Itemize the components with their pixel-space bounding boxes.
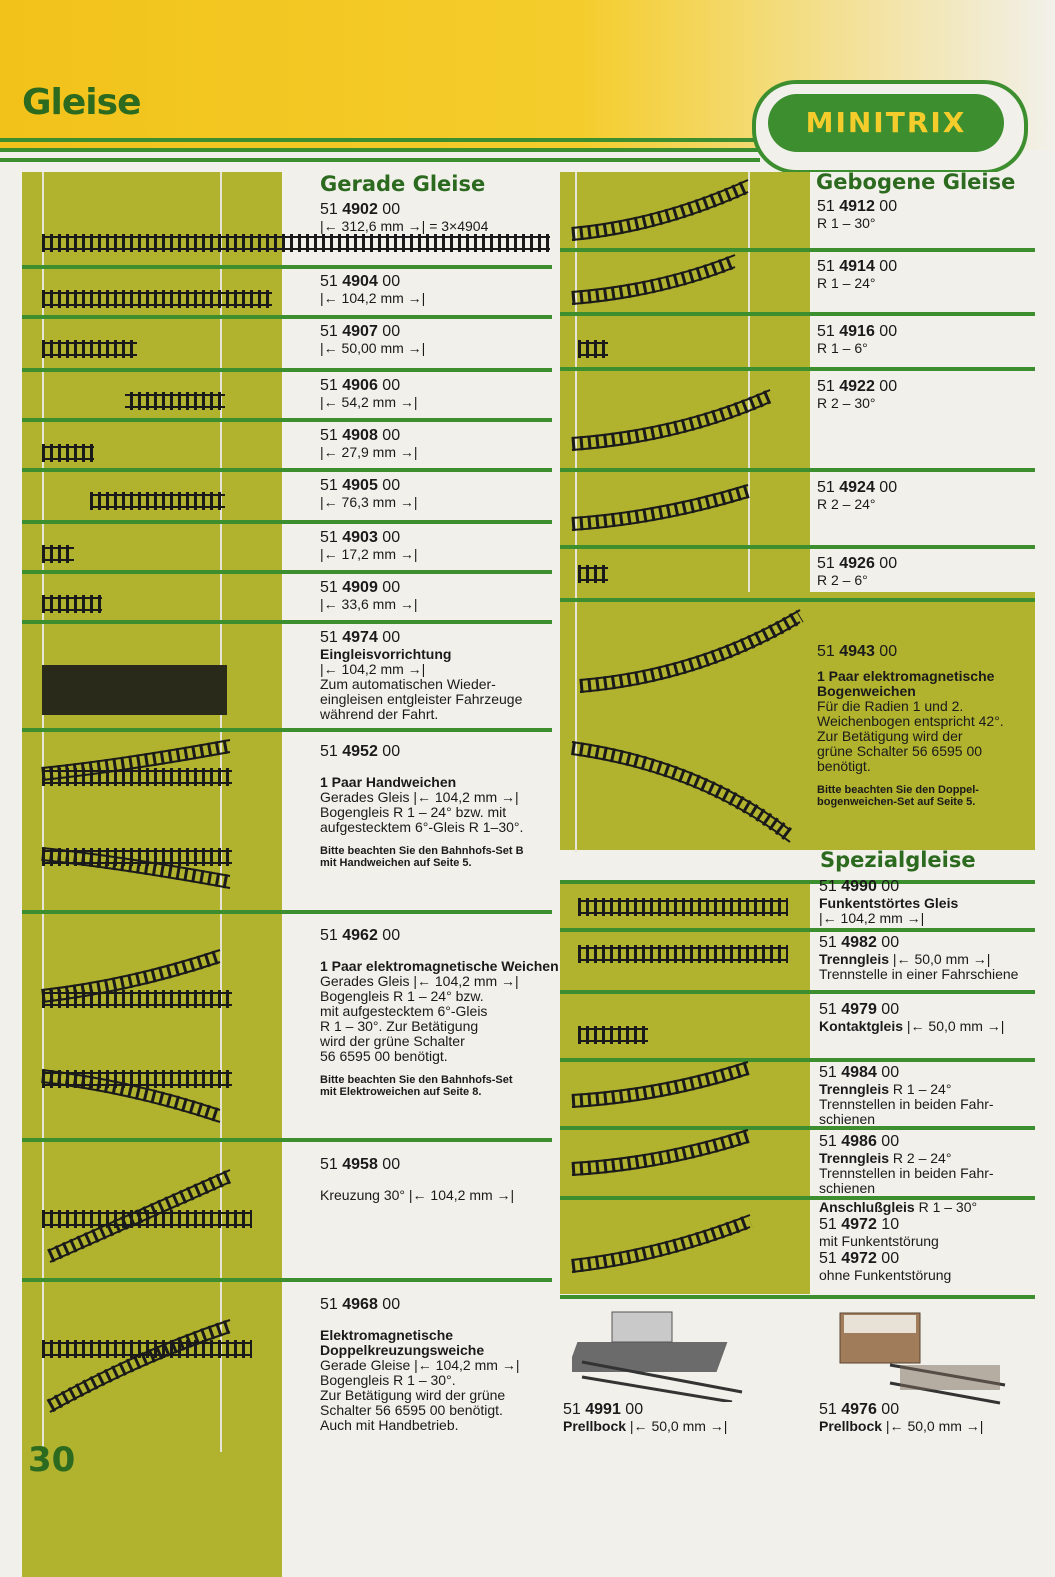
item-number-prefix: 51	[819, 1133, 842, 1150]
item-title	[819, 1082, 1044, 1097]
item-line: |← 50,00 mm →|	[320, 340, 426, 356]
item-line: R 1 – 30°. Zur Betätigung	[320, 1018, 479, 1034]
item-line: Trennstellen in beiden Fahr-	[819, 1165, 994, 1181]
item-number-prefix: 51	[320, 273, 343, 290]
track-4943-b	[572, 748, 790, 836]
item-title-bold: Elektromagnetische Doppelkreuzungsweiche	[320, 1327, 485, 1358]
item-number	[320, 528, 560, 547]
left-entry-4	[320, 426, 560, 460]
item-note-line: bogenweichen-Set auf Seite 5.	[817, 796, 976, 808]
item-number-prefix: 51	[817, 258, 840, 275]
left-entry-11	[320, 1155, 560, 1203]
item-note-line: Bitte beachten Sie den Doppel-	[817, 784, 979, 796]
left-entry-3	[320, 376, 560, 410]
item-line: wird der grüne Schalter	[320, 1033, 465, 1049]
heading-special: Spezialgleise	[820, 848, 976, 872]
item-number-code: 4958	[342, 1156, 378, 1173]
item-line: ohne Funkentstörung	[819, 1267, 952, 1283]
item-number-suffix: 00	[377, 743, 401, 760]
item-title-bold: Trenngleis	[819, 951, 890, 967]
item-number-prefix: 51	[320, 743, 343, 760]
item-title-extra: R 1 – 24°	[889, 1081, 952, 1097]
item-line: Zur Betätigung wird der grüne	[320, 1387, 506, 1403]
item-number-code: 4912	[839, 198, 875, 215]
item-number-code: 4979	[841, 1001, 877, 1018]
item-number-prefix: 51	[819, 934, 842, 951]
item-line: R 2 – 24°	[817, 496, 876, 512]
item-title-bold: Eingleisvorrichtung	[320, 646, 452, 662]
item-line: Schalter 56 6595 00 benötigt.	[320, 1402, 503, 1418]
item-number-code: 4986	[841, 1133, 877, 1150]
page-number: 30	[28, 1440, 76, 1480]
item-number-prefix: 51	[817, 555, 840, 572]
item-number-code: 4943	[839, 643, 875, 660]
item-line: Auch mit Handbetrieb.	[320, 1417, 459, 1433]
item-number-prefix: 51	[819, 1064, 842, 1081]
item-number-suffix: 00	[874, 258, 898, 275]
item-line: aufgestecktem 6°-Gleis R 1–30°.	[320, 819, 524, 835]
item-note-line: Bitte beachten Sie den Bahnhofs-Set	[320, 1074, 513, 1086]
item-line: |← 104,2 mm →|	[320, 661, 426, 677]
item-number-suffix: 00	[620, 1401, 644, 1418]
item-line: 56 6595 00 benötigt.	[320, 1048, 448, 1064]
item-line: R 1 – 24°	[817, 275, 876, 291]
left-entry-0	[320, 200, 560, 234]
bumper-entry-0	[563, 1400, 793, 1434]
item-line: Trennstelle in einer Fahrschiene	[819, 966, 1019, 982]
item-title-bold: Trenngleis	[819, 1081, 890, 1097]
item-title-bold: Prellbock	[563, 1418, 627, 1434]
item-title-bold: Prellbock	[819, 1418, 883, 1434]
item-line: während der Fahrt.	[320, 706, 439, 722]
item-number	[320, 742, 560, 761]
item-number-suffix: 00	[876, 934, 900, 951]
item-number-prefix: 51	[320, 1296, 343, 1313]
item-line: R 1 – 6°	[817, 340, 868, 356]
item-number-suffix: 00	[377, 273, 401, 290]
item-number-suffix: 10	[876, 1216, 900, 1233]
bumper-photo-right	[830, 1305, 1010, 1405]
item-title-extra: |← 50,0 mm →|	[882, 1418, 984, 1434]
curved-entry-4	[817, 478, 1032, 512]
item-number	[817, 377, 1032, 396]
item-number	[819, 877, 1044, 896]
item-title	[819, 952, 1044, 967]
item-number	[320, 1295, 560, 1314]
left-entry-12	[320, 1295, 560, 1433]
heading-straight: Gerade Gleise	[320, 172, 486, 196]
curved-entry-3	[817, 377, 1032, 411]
item-line: Bogengleis R 1 – 24° bzw.	[320, 988, 484, 1004]
item-note-line: Bitte beachten Sie den Bahnhofs-Set B	[320, 845, 524, 857]
item-head-bold: Anschlußgleis	[819, 1199, 915, 1215]
item-number	[320, 200, 560, 219]
curved-entry-1	[817, 257, 1032, 291]
item-number-suffix: 00	[377, 477, 401, 494]
item-number	[819, 1249, 1044, 1268]
item-line: benötigt.	[817, 758, 871, 774]
left-entry-9	[320, 742, 560, 869]
track-4922-rail	[572, 402, 770, 450]
brand-logo: MINITRIX	[768, 94, 1004, 152]
item-title-bold: 1 Paar elektromagnetische Bogenweichen	[817, 668, 995, 699]
item-number-code: 4974	[342, 629, 378, 646]
item-number-code: 4905	[342, 477, 378, 494]
curved-entry-0	[817, 197, 1032, 231]
item-number-prefix: 51	[817, 323, 840, 340]
item-number	[817, 197, 1032, 216]
item-line: |← 17,2 mm →|	[320, 546, 418, 562]
item-number-prefix: 51	[819, 878, 842, 895]
item-number-code: 4914	[839, 258, 875, 275]
special-entry-2	[819, 1000, 1044, 1034]
item-number-prefix: 51	[563, 1401, 586, 1418]
track-4943-a	[580, 616, 800, 686]
item-number-code: 4924	[839, 479, 875, 496]
curved-entry-5	[817, 554, 1032, 588]
page-title: Gleise	[22, 82, 141, 123]
item-title-bold: 1 Paar elektromagnetische Weichen	[320, 958, 559, 974]
item-number-suffix: 00	[874, 378, 898, 395]
item-number-code: 4968	[342, 1296, 378, 1313]
item-number-suffix: 00	[876, 1064, 900, 1081]
item-number-suffix: 00	[377, 629, 401, 646]
track-4912	[572, 186, 748, 234]
item-line: |← 312,6 mm →| = 3×4904	[320, 218, 489, 234]
item-number-prefix: 51	[320, 1156, 343, 1173]
item-number	[819, 933, 1044, 952]
item-number-suffix: 00	[377, 377, 401, 394]
item-number-suffix: 00	[876, 1001, 900, 1018]
item-title	[819, 1151, 1044, 1166]
item-number-code: 4976	[841, 1401, 877, 1418]
item-number-code: 4952	[342, 743, 378, 760]
item-number-suffix: 00	[377, 427, 401, 444]
item-number-suffix: 00	[874, 323, 898, 340]
item-number-suffix: 00	[874, 643, 898, 660]
left-entry-1	[320, 272, 560, 306]
left-entry-6	[320, 528, 560, 562]
item-number	[320, 376, 560, 395]
item-number	[817, 322, 1032, 341]
item-number-suffix: 00	[377, 529, 401, 546]
item-line: |← 104,2 mm →|	[320, 290, 426, 306]
track-4974	[42, 665, 227, 715]
track-4943-a-rail	[580, 610, 800, 680]
item-number	[819, 1063, 1044, 1082]
item-line: Weichenbogen entspricht 42°.	[817, 713, 1004, 729]
item-number-prefix: 51	[817, 198, 840, 215]
item-title	[320, 647, 560, 662]
item-number-prefix: 51	[320, 201, 343, 218]
item-number	[320, 426, 560, 445]
item-number-suffix: 00	[377, 579, 401, 596]
item-number	[817, 257, 1032, 276]
item-number-suffix: 00	[874, 198, 898, 215]
item-number-code: 4916	[839, 323, 875, 340]
item-number-code: 4908	[342, 427, 378, 444]
item-number-prefix: 51	[320, 629, 343, 646]
left-entry-7	[320, 578, 560, 612]
item-number	[819, 1215, 1044, 1234]
item-number	[819, 1132, 1044, 1151]
item-number-prefix: 51	[819, 1001, 842, 1018]
item-title-extra: R 2 – 24°	[889, 1150, 952, 1166]
bumper-entry-1	[819, 1400, 1049, 1434]
curved-entry-6	[817, 642, 1032, 808]
special-entry-1	[819, 933, 1044, 982]
item-number-prefix: 51	[817, 643, 840, 660]
item-line: grüne Schalter 56 6595 00	[817, 743, 983, 759]
item-number	[320, 322, 560, 341]
item-number	[320, 578, 560, 597]
item-head	[819, 1200, 1044, 1215]
item-number-prefix: 51	[819, 1250, 842, 1267]
item-number-code: 4922	[839, 378, 875, 395]
item-number-code: 4904	[342, 273, 378, 290]
item-line: schienen	[819, 1111, 876, 1127]
item-number-suffix: 00	[874, 479, 898, 496]
item-note	[320, 1074, 560, 1098]
item-number-suffix: 00	[377, 1156, 401, 1173]
item-number-code: 4984	[841, 1064, 877, 1081]
item-line: Gerades Gleis |← 104,2 mm →|	[320, 973, 519, 989]
item-title	[563, 1419, 793, 1434]
item-line: mit aufgestecktem 6°-Gleis	[320, 1003, 488, 1019]
item-line: |← 27,9 mm →|	[320, 444, 418, 460]
item-line: Zum automatischen Wieder-	[320, 676, 496, 692]
item-line: Gerades Gleis |← 104,2 mm →|	[320, 789, 519, 805]
item-number-code: 4982	[841, 934, 877, 951]
item-number-code: 4926	[839, 555, 875, 572]
heading-curved: Gebogene Gleise	[816, 170, 1016, 194]
item-line: |← 54,2 mm →|	[320, 394, 418, 410]
item-number-suffix: 00	[874, 555, 898, 572]
item-number-code: 4906	[342, 377, 378, 394]
item-line: Zur Betätigung wird der	[817, 728, 963, 744]
item-number	[320, 1155, 560, 1174]
item-line: schienen	[819, 1180, 876, 1196]
item-line: R 1 – 30°	[817, 215, 876, 231]
item-line: mit Funkentstörung	[819, 1233, 939, 1249]
item-note-line: mit Elektroweichen auf Seite 8.	[320, 1086, 482, 1098]
item-number-suffix: 00	[876, 1133, 900, 1150]
item-line: Bogengleis R 1 – 24° bzw. mit	[320, 804, 507, 820]
item-number-prefix: 51	[817, 378, 840, 395]
left-entry-10	[320, 926, 560, 1098]
item-number-code: 4972	[841, 1216, 877, 1233]
item-number-prefix: 51	[320, 477, 343, 494]
item-line: Kreuzung 30° |← 104,2 mm →|	[320, 1187, 515, 1203]
item-title-bold: Trenngleis	[819, 1150, 890, 1166]
item-number	[819, 1000, 1044, 1019]
item-number	[320, 926, 560, 945]
item-title-bold: Kontaktgleis	[819, 1018, 904, 1034]
special-entry-5	[819, 1200, 1044, 1283]
special-entry-3	[819, 1063, 1044, 1127]
item-number-code: 4903	[342, 529, 378, 546]
item-number-suffix: 00	[377, 323, 401, 340]
item-line: |← 76,3 mm →|	[320, 494, 418, 510]
left-entry-8	[320, 628, 560, 722]
bumper-photo-left	[572, 1302, 752, 1402]
item-title	[819, 1019, 1044, 1034]
item-number	[320, 476, 560, 495]
item-title-extra: |← 50,0 mm →|	[903, 1018, 1005, 1034]
item-title	[320, 959, 560, 974]
item-title	[320, 1328, 560, 1358]
item-note-line: mit Handweichen auf Seite 5.	[320, 857, 472, 869]
item-number-code: 4902	[342, 201, 378, 218]
item-line: R 2 – 6°	[817, 572, 868, 588]
item-number-suffix: 00	[377, 1296, 401, 1313]
item-number-suffix: 00	[876, 878, 900, 895]
item-number	[817, 554, 1032, 573]
item-title	[819, 1419, 1049, 1434]
special-entry-0	[819, 877, 1044, 926]
special-entry-4	[819, 1132, 1044, 1196]
item-line: Gerade Gleise |← 104,2 mm →|	[320, 1357, 520, 1373]
item-number	[320, 628, 560, 647]
item-head-text: R 1 – 30°	[914, 1199, 978, 1215]
item-title-bold: Funkentstörtes Gleis	[819, 895, 959, 911]
item-number-suffix: 00	[377, 201, 401, 218]
left-entry-5	[320, 476, 560, 510]
track-4968-b	[50, 1326, 230, 1406]
item-note	[320, 845, 560, 869]
item-number-prefix: 51	[320, 323, 343, 340]
item-number-code: 4990	[841, 878, 877, 895]
item-number-code: 4962	[342, 927, 378, 944]
item-line: |← 33,6 mm →|	[320, 596, 418, 612]
item-number-prefix: 51	[320, 529, 343, 546]
item-number-suffix: 00	[876, 1401, 900, 1418]
item-line: Bogengleis R 1 – 30°.	[320, 1372, 456, 1388]
item-line: eingleisen entgleister Fahrzeuge	[320, 691, 523, 707]
item-number-prefix: 51	[320, 427, 343, 444]
item-number	[320, 272, 560, 291]
item-line: Für die Radien 1 und 2.	[817, 698, 964, 714]
item-title	[819, 896, 1044, 911]
item-number-prefix: 51	[320, 579, 343, 596]
item-title	[817, 669, 1032, 699]
item-note	[817, 784, 1032, 808]
item-number	[817, 478, 1032, 497]
item-number-prefix: 51	[819, 1216, 842, 1233]
item-number-prefix: 51	[817, 479, 840, 496]
item-title-extra: |← 50,0 mm →|	[889, 951, 991, 967]
item-line: R 2 – 30°	[817, 395, 876, 411]
item-title	[320, 775, 560, 790]
item-number-code: 4991	[585, 1401, 621, 1418]
item-title-bold: 1 Paar Handweichen	[320, 774, 457, 790]
item-number-prefix: 51	[320, 377, 343, 394]
item-line: Trennstellen in beiden Fahr-	[819, 1096, 994, 1112]
item-number-suffix: 00	[876, 1250, 900, 1267]
item-number-prefix: 51	[819, 1401, 842, 1418]
item-number	[563, 1400, 793, 1419]
left-entry-2	[320, 322, 560, 356]
track-4943-b-rail	[572, 754, 790, 842]
item-number-code: 4909	[342, 579, 378, 596]
item-number-code: 4907	[342, 323, 378, 340]
item-number-prefix: 51	[320, 927, 343, 944]
item-number	[817, 642, 1032, 661]
curved-entry-2	[817, 322, 1032, 356]
item-line: |← 104,2 mm →|	[819, 910, 925, 926]
item-number-code: 4972	[841, 1250, 877, 1267]
item-title-extra: |← 50,0 mm →|	[626, 1418, 728, 1434]
item-number-suffix: 00	[377, 927, 401, 944]
